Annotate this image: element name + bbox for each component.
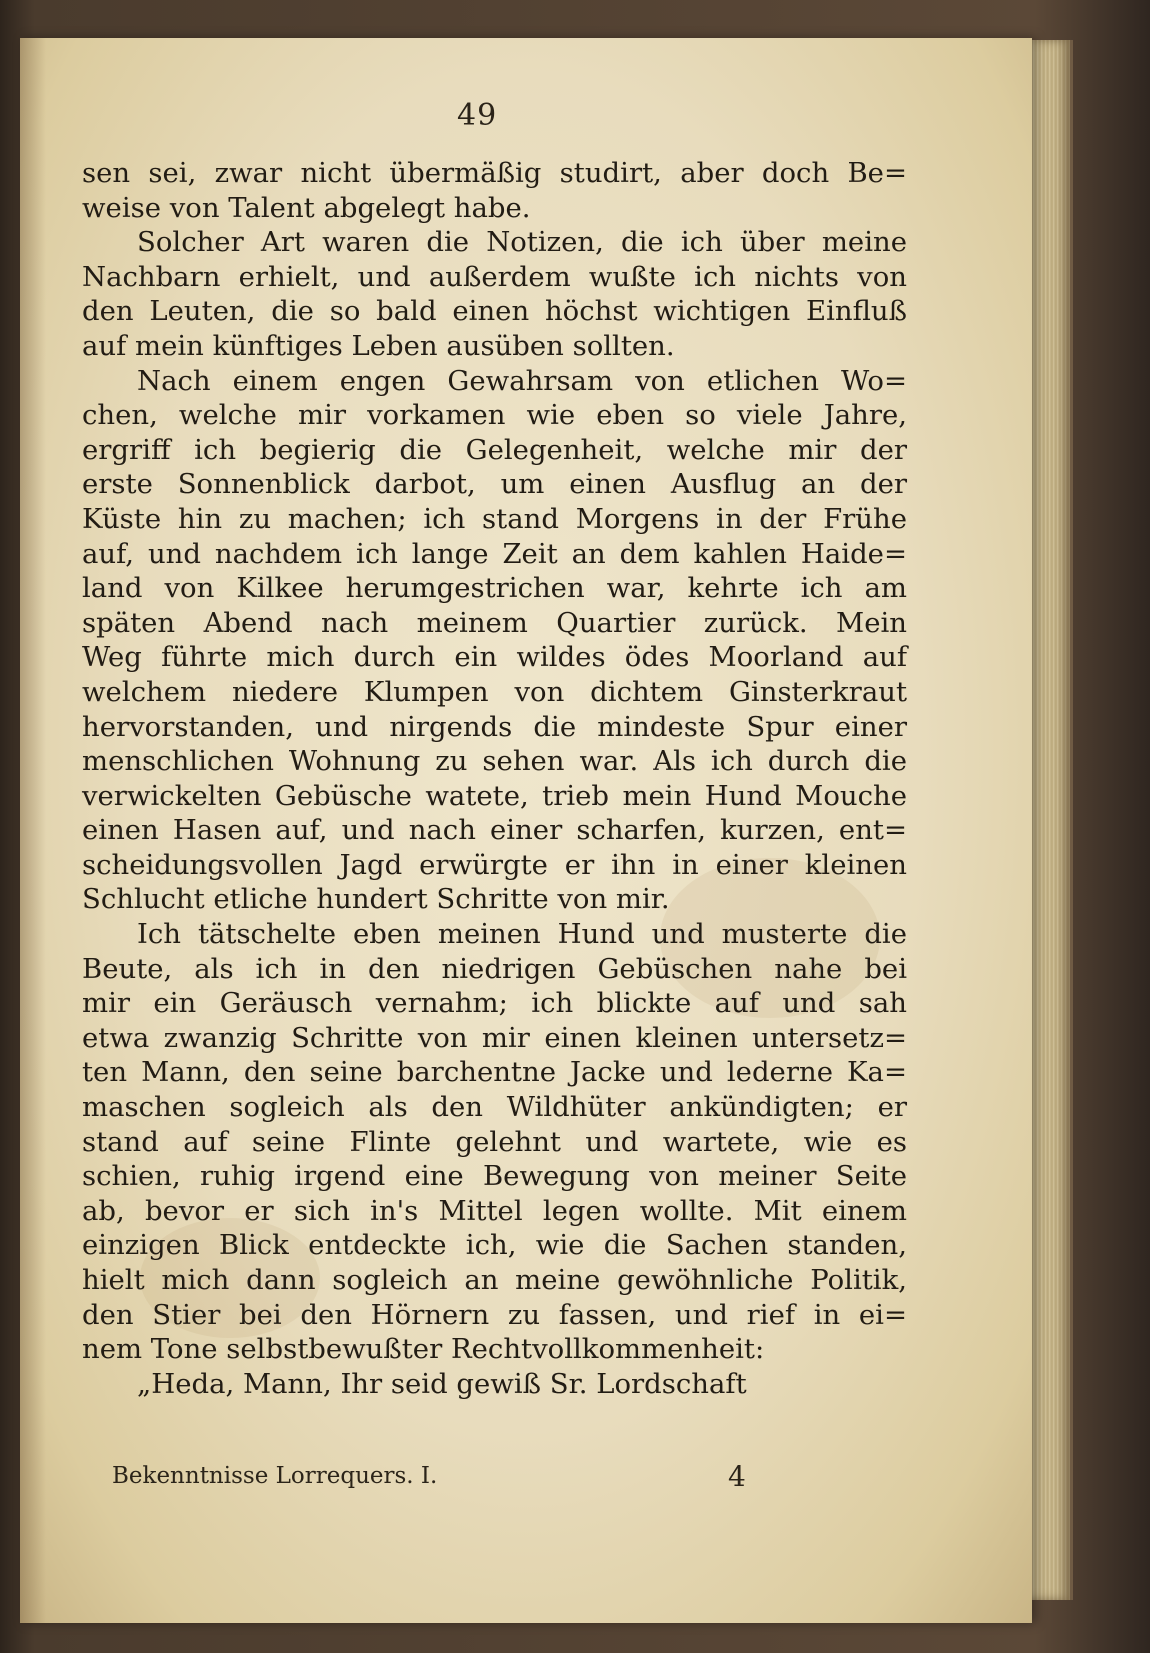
text-line: den Stier bei den Hörnern zu fassen, und rief in ei= bbox=[82, 1298, 907, 1331]
body-text bbox=[82, 156, 907, 1401]
text-line: Küste hin zu machen; ich stand Morgens in der Frühe bbox=[82, 502, 907, 535]
text-line: Weg führte mich durch ein wildes ödes Moorland auf bbox=[82, 641, 907, 674]
text-line: den Leuten, die so bald einen höchst wichtigen Einfluß bbox=[82, 295, 907, 328]
text-line: stand auf seine Flinte gelehnt und wartete, wie es bbox=[82, 1125, 907, 1158]
page-number: 49 bbox=[457, 98, 498, 133]
book-page bbox=[20, 38, 1032, 1623]
text-line: auf, und nachdem ich lange Zeit an dem kahlen Haide= bbox=[82, 537, 907, 570]
text-line: sen sei, zwar nicht übermäßig studirt, aber doch Be= bbox=[82, 157, 907, 189]
signature-mark: 4 bbox=[728, 1460, 746, 1493]
text-line: einen Hasen auf, und nach einer scharfen, kurzen, ent= bbox=[82, 814, 907, 847]
text-line: verwickelten Gebüsche watete, trieb mein Hund Mouche bbox=[82, 779, 907, 812]
text-line: „Heda, Mann, Ihr seid gewiß Sr. Lordschaft bbox=[137, 1367, 747, 1400]
page-gutter bbox=[20, 38, 46, 1623]
text-line: welchem niedere Klumpen von dichtem Ginsterkraut bbox=[82, 675, 907, 708]
text-line: Ich tätschelte eben meinen Hund und musterte die bbox=[137, 918, 907, 951]
text-line: späten Abend nach meinem Quartier zurück. Mein bbox=[82, 606, 907, 639]
text-line: menschlichen Wohnung zu sehen war. Als ich durch die bbox=[82, 745, 907, 778]
text-line: maschen sogleich als den Wildhüter ankündigten; er bbox=[82, 1091, 907, 1124]
text-line: Nachbarn erhielt, und außerdem wußte ich nichts von bbox=[82, 260, 907, 293]
text-line: ergriff ich begierig die Gelegenheit, welche mir der bbox=[82, 433, 907, 466]
text-line: ten Mann, den seine barchentne Jacke und lederne Ka= bbox=[82, 1056, 907, 1089]
text-line: Solcher Art waren die Notizen, die ich über meine bbox=[137, 226, 907, 259]
text-line: hielt mich dann sogleich an meine gewöhnliche Politik, bbox=[82, 1264, 907, 1296]
text-line: Schlucht etliche hundert Schritte von mir. bbox=[82, 883, 670, 916]
text-line: auf mein künftiges Leben ausüben sollten. bbox=[82, 329, 675, 362]
text-line: chen, welche mir vorkamen wie eben so viele Jahre, bbox=[82, 399, 907, 432]
text-line: mir ein Geräusch vernahm; ich blickte auf und sah bbox=[82, 987, 907, 1020]
text-line: scheidungsvollen Jagd erwürgte er ihn in einer kleinen bbox=[82, 848, 907, 881]
text-line: einzigen Blick entdeckte ich, wie die Sachen standen, bbox=[82, 1229, 907, 1262]
text-line: weise von Talent abgelegt habe. bbox=[82, 191, 531, 224]
text-line: hervorstanden, und nirgends die mindeste Spur einer bbox=[82, 710, 907, 743]
text-line: ab, bevor er sich in's Mittel legen wollte. Mit einem bbox=[82, 1194, 907, 1227]
footer-title: Bekenntnisse Lorrequers. I. bbox=[112, 1463, 438, 1489]
text-line: Nach einem engen Gewahrsam von etlichen Wo= bbox=[137, 364, 907, 397]
text-line: erste Sonnenblick darbot, um einen Ausflug an der bbox=[82, 468, 907, 501]
text-line: Beute, als ich in den niedrigen Gebüschen nahe bei bbox=[82, 952, 907, 985]
text-line: etwa zwanzig Schritte von mir einen kleinen untersetz= bbox=[82, 1021, 907, 1054]
text-line: nem Tone selbstbewußter Rechtvollkommenheit: bbox=[82, 1333, 765, 1366]
text-line: schien, ruhig irgend eine Bewegung von meiner Seite bbox=[82, 1160, 907, 1193]
text-line: land von Kilkee herumgestrichen war, kehrte ich am bbox=[82, 572, 907, 605]
